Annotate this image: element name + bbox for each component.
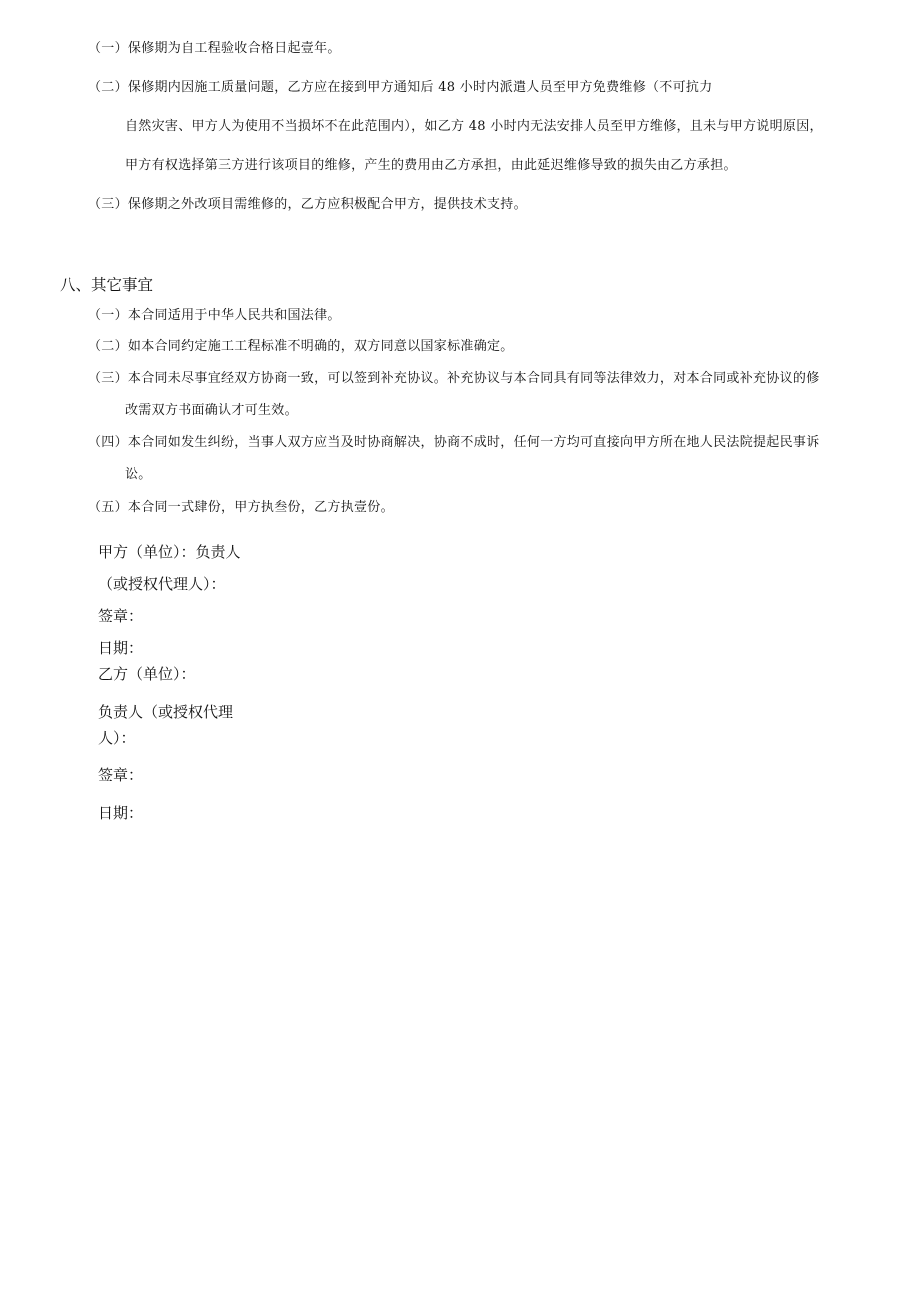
warranty-item-2-line-2: 自然灾害、甲方人为使用不当损坏不在此范围内），如乙方 48 小时内无法安排人员至甲方维修，且未与甲方说明原因，	[125, 119, 823, 134]
party-b-date-label: 日期：	[98, 804, 144, 822]
section-8-heading: 八、其它事宜	[60, 276, 154, 294]
section-8-item-5: （五）本合同一式肆份，甲方执叁份，乙方执壹份。	[88, 500, 394, 515]
party-b-rep-label-line-1: 负责人（或授权代理	[98, 703, 234, 721]
section-8-item-3-line-1: （三）本合同未尽事宜经双方协商一致，可以签到补充协议。补充协议与本合同具有同等法律效力，对本合同或补充协议的修	[88, 371, 820, 386]
section-8-item-3-line-2: 改需双方书面确认才可生效。	[125, 403, 298, 418]
party-b-seal-label: 签章：	[98, 766, 144, 784]
section-8-item-4-line-1: （四）本合同如发生纠纷，当事人双方应当及时协商解决，协商不成时，任何一方均可直接向甲方所在地人民法院提起民事诉	[88, 435, 820, 450]
warranty-item-3: （三）保修期之外改项目需维修的，乙方应积极配合甲方，提供技术支持。	[88, 197, 527, 212]
party-a-agent-label: （或授权代理人）：	[98, 575, 226, 593]
section-8-item-4-line-2: 讼。	[125, 467, 152, 482]
warranty-item-2-line-1: （二）保修期内因施工质量问题，乙方应在接到甲方通知后 48 小时内派遣人员至甲方免费维修（不可抗力	[88, 80, 713, 95]
section-8-item-2: （二）如本合同约定施工工程标准不明确的，双方同意以国家标准确定。	[88, 339, 514, 354]
warranty-item-2-line-3: 甲方有权选择第三方进行该项目的维修，产生的费用由乙方承担，由此延迟维修导致的损失由乙方承担。	[125, 158, 737, 173]
warranty-item-1: （一）保修期为自工程验收合格日起壹年。	[88, 41, 341, 56]
party-b-unit-label: 乙方（单位）：	[98, 665, 196, 683]
party-a-date-label: 日期：	[98, 639, 144, 657]
party-b-rep-label-line-2: 人）：	[98, 729, 136, 747]
party-a-unit-label: 甲方（单位）：负责人	[98, 543, 241, 561]
party-a-seal-label: 签章：	[98, 607, 144, 625]
section-8-item-1: （一）本合同适用于中华人民共和国法律。	[88, 308, 341, 323]
